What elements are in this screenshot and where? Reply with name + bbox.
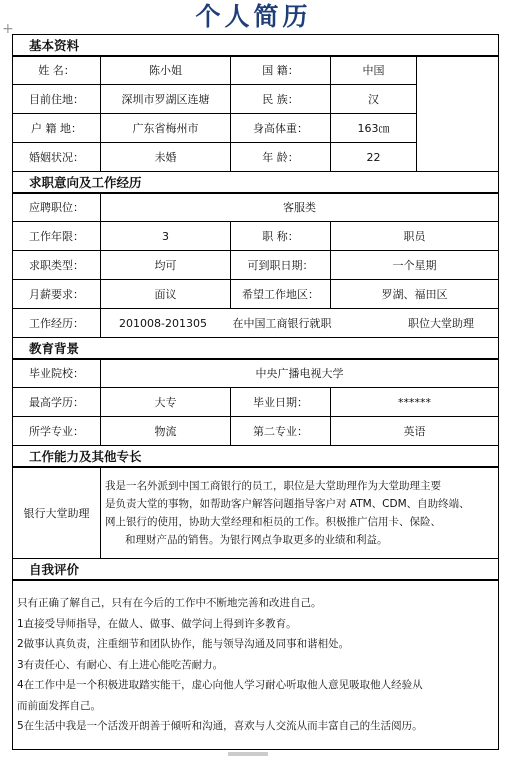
hukou-value: 广东省梅州市: [101, 114, 231, 143]
nationality-value: 中国: [331, 56, 417, 85]
hukou-label: 户 籍 地：: [13, 114, 101, 143]
self-eval-text: [13, 580, 499, 750]
available-value: 一个星期: [331, 251, 499, 280]
page-divider: [228, 752, 268, 756]
self-eval-line: 4在工作中是一个积极进取踏实能干，虚心向他人学习耐心听取他人意见吸取他人经验从: [17, 679, 423, 691]
section-basic: 基本资料: [13, 35, 499, 56]
self-eval-line: 而前面发挥自己。: [17, 699, 101, 712]
type-label: 求职类型：: [13, 251, 101, 280]
title-label: 职 称：: [231, 222, 331, 251]
location-value: 深圳市罗湖区连塘: [101, 85, 231, 114]
skills-description: [101, 467, 499, 559]
major-value: 物流: [101, 417, 231, 446]
salary-label: 月薪要求：: [13, 280, 101, 309]
page-title: 个人简历: [195, 2, 312, 31]
position-label: 应聘职位：: [13, 193, 101, 222]
experience-period: 201008-201305: [119, 317, 207, 330]
self-eval-line: 2做事认真负责，注重细节和团队协作，能与领导沟通及同事和谐相处。: [17, 638, 350, 650]
photo-area: [417, 56, 499, 172]
skills-label: 银行大堂助理: [13, 467, 101, 559]
age-value: 22: [331, 143, 417, 172]
ethnicity-value: 汉: [331, 85, 417, 114]
self-eval-line: 3有责任心、有耐心、有上进心能吃苦耐力。: [17, 658, 224, 671]
experience-value: [101, 309, 499, 338]
self-eval-line: 5在生活中我是一个活泼开朗善于倾听和沟通，喜欢与人交流从而丰富自己的生活阅历。: [17, 720, 423, 732]
skills-line: 我是一名外派到中国工商银行的员工，职位是大堂助理作为大堂助理主要: [105, 479, 441, 492]
ethnicity-label: 民 族：: [231, 85, 331, 114]
marital-value: 未婚: [101, 143, 231, 172]
area-label: 希望工作地区：: [231, 280, 331, 309]
experience-company: 在中国工商银行就职: [232, 317, 332, 330]
section-education: 教育背景: [13, 338, 499, 359]
graduation-value: ******: [331, 388, 499, 417]
available-label: 可到职日期：: [231, 251, 331, 280]
marital-label: 婚姻状况：: [13, 143, 101, 172]
major-label: 所学专业：: [13, 417, 101, 446]
experience-label: 工作经历：: [13, 309, 101, 338]
section-skills: 工作能力及其他专长: [13, 446, 499, 467]
skills-line: 和理财产品的销售。为银行网点争取更多的业绩和利益。: [105, 533, 388, 546]
self-eval-line: 1直接受导师指导，在做人、做事、做学问上得到许多教育。: [17, 617, 297, 630]
height-label: 身高体重：: [231, 114, 331, 143]
position-value: 客服类: [101, 193, 499, 222]
crop-mark-icon: +: [2, 21, 14, 37]
years-label: 工作年限：: [13, 222, 101, 251]
name-label: 姓 名：: [13, 56, 101, 85]
section-intent: 求职意向及工作经历: [13, 172, 499, 193]
graduation-label: 毕业日期：: [231, 388, 331, 417]
self-eval-line: 只有正确了解自己，只有在今后的工作中不断地完善和改进自己。: [17, 597, 322, 609]
salary-value: 面议: [101, 280, 231, 309]
height-value: 163㎝: [331, 114, 417, 143]
resume-table: [12, 34, 499, 750]
skills-line: 网上银行的使用，协助大堂经理和柜员的工作。积极推广信用卡、保险、: [105, 515, 441, 528]
type-value: 均可: [101, 251, 231, 280]
area-value: 罗湖、福田区: [331, 280, 499, 309]
age-label: 年 龄：: [231, 143, 331, 172]
experience-role: 职位大堂助理: [408, 317, 474, 330]
nationality-label: 国 籍：: [231, 56, 331, 85]
location-label: 目前住地：: [13, 85, 101, 114]
degree-value: 大专: [101, 388, 231, 417]
school-label: 毕业院校：: [13, 359, 101, 388]
name-value: 陈小姐: [101, 56, 231, 85]
school-value: 中央广播电视大学: [101, 359, 499, 388]
degree-label: 最高学历：: [13, 388, 101, 417]
skills-line: 是负责大堂的事物，如帮助客户解答问题指导客户对 ATM、CDM、自助终端、: [105, 497, 470, 510]
second-major-label: 第二专业：: [231, 417, 331, 446]
years-value: 3: [101, 222, 231, 251]
second-major-value: 英语: [331, 417, 499, 446]
title-value: 职员: [331, 222, 499, 251]
section-self-eval: 自我评价: [13, 559, 499, 580]
